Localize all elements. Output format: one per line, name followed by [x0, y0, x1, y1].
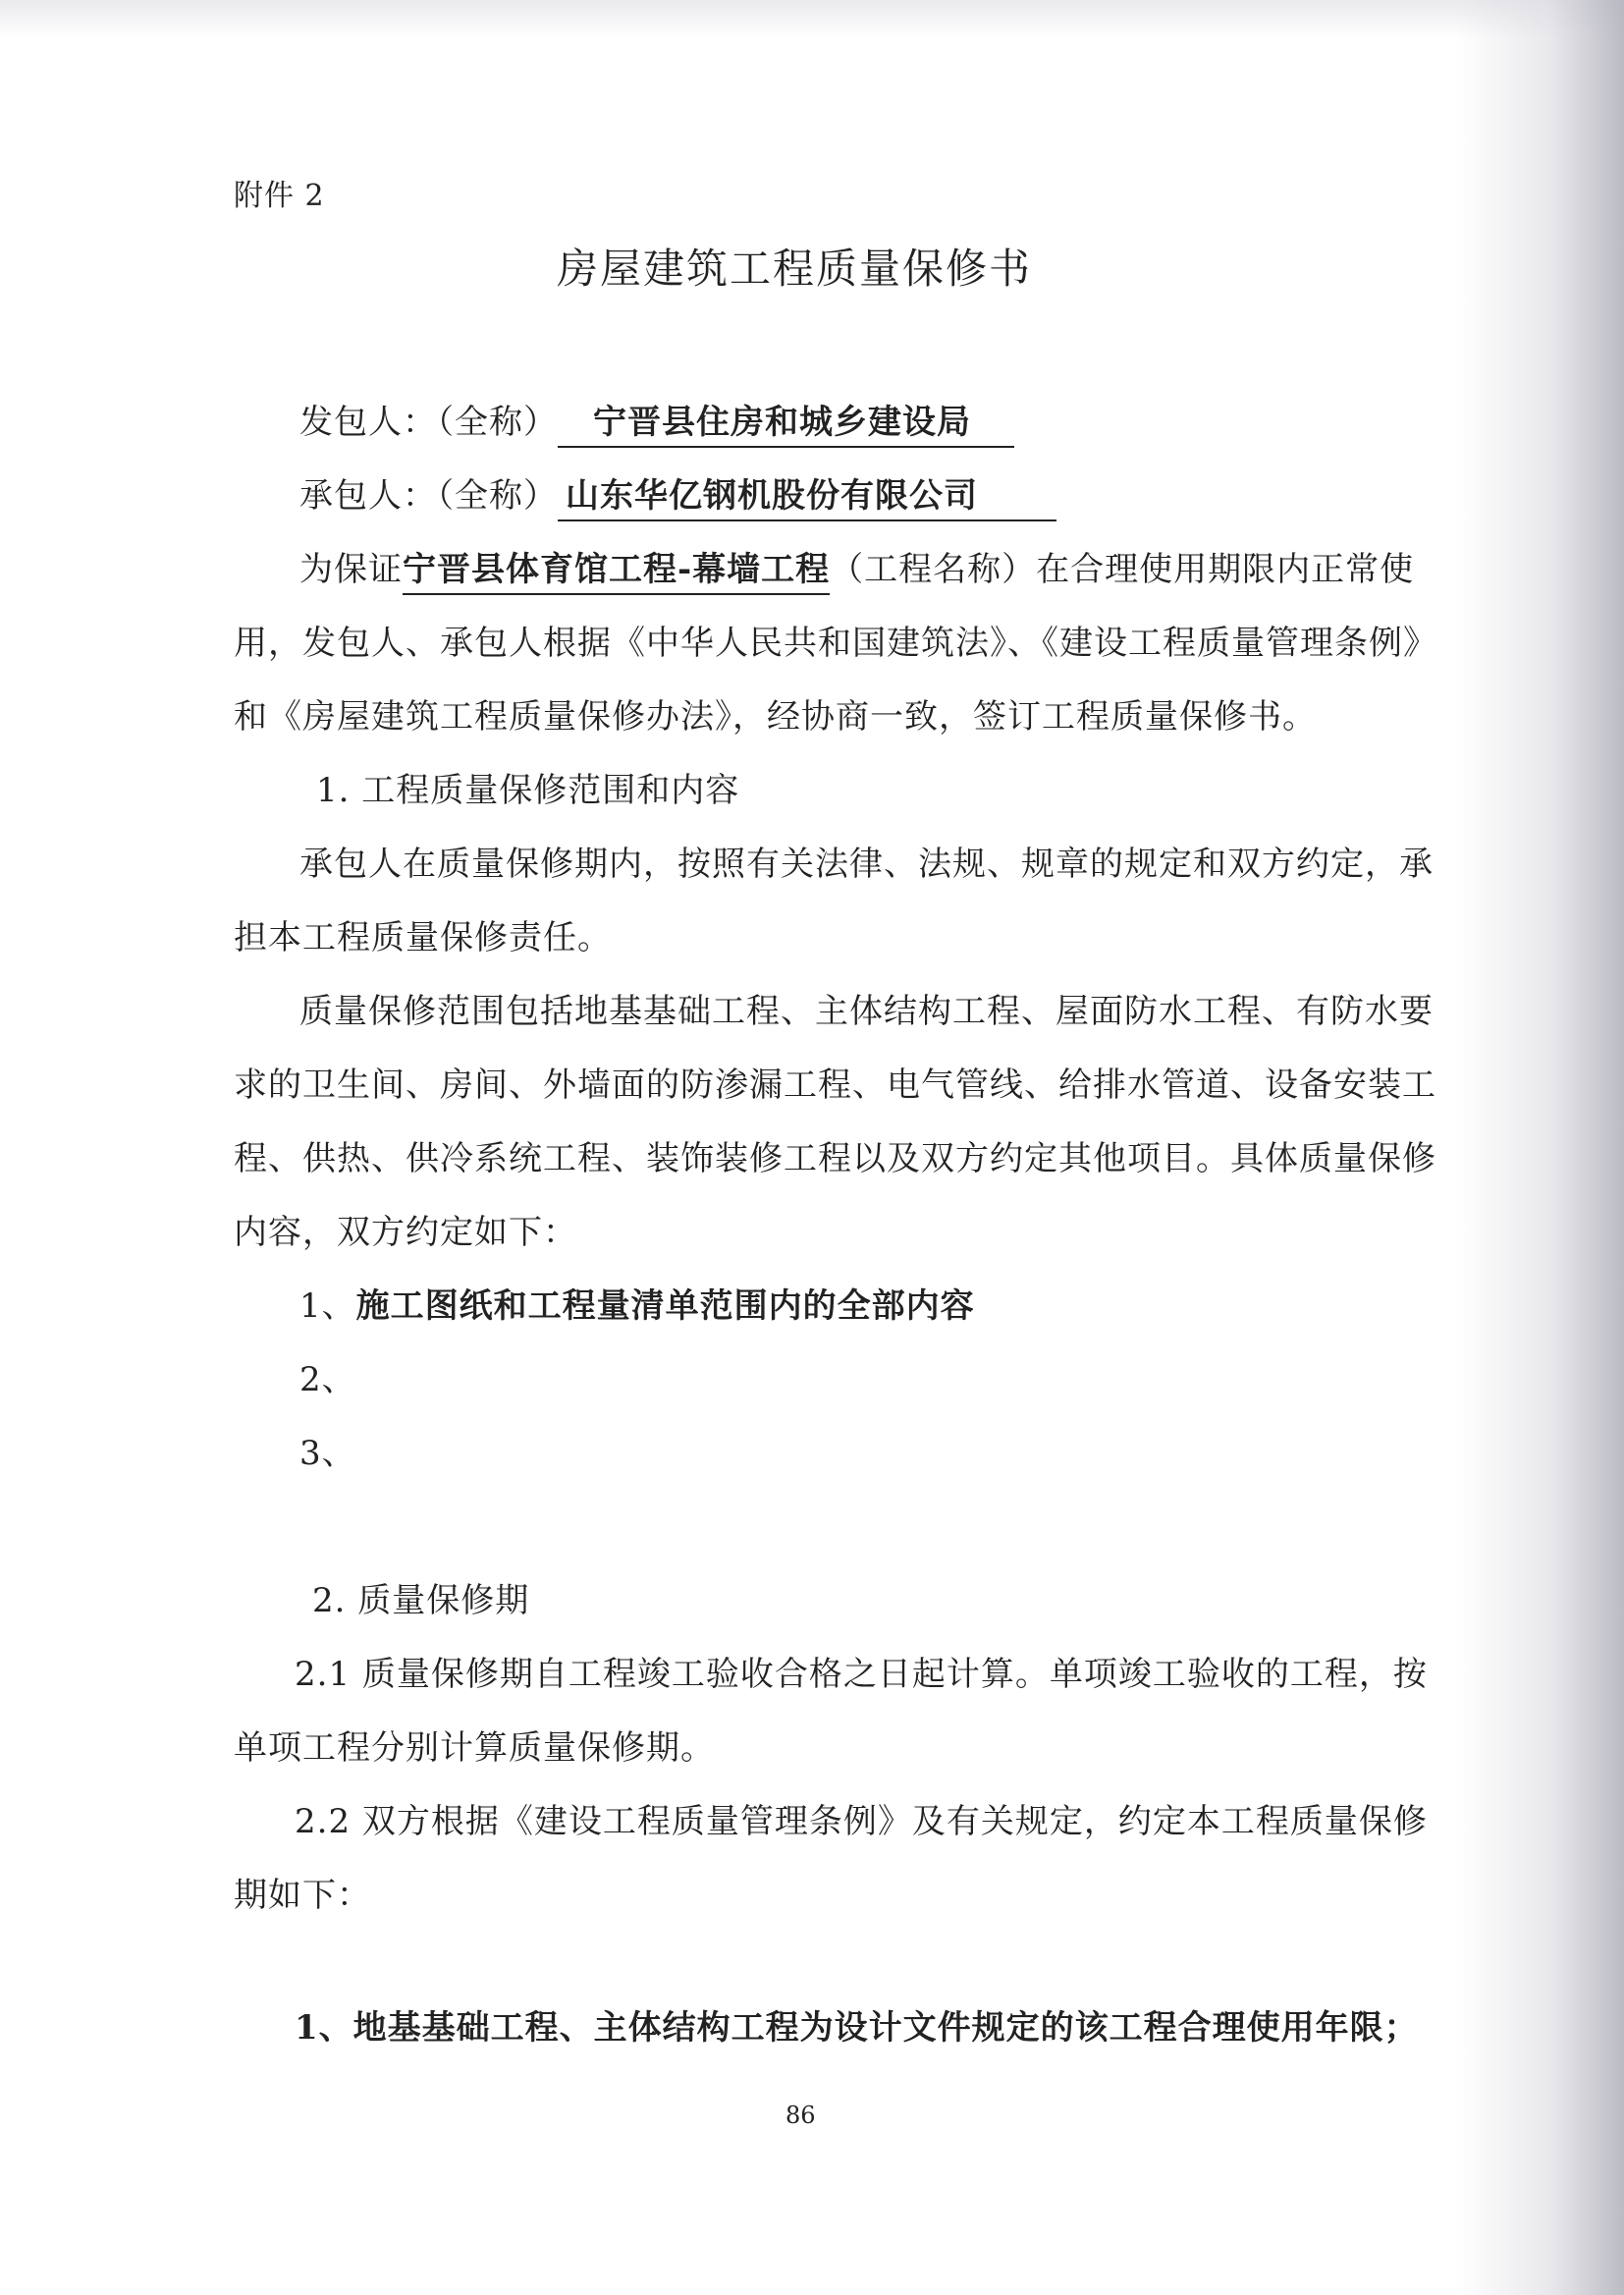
- contractor-line: [299, 474, 1056, 521]
- page-number: 86: [785, 2102, 816, 2129]
- section1-para1-line2: 担本工程质量保修责任。: [234, 918, 612, 957]
- section1-para2-line4: 内容，双方约定如下：: [234, 1213, 577, 1252]
- scope-item-3: 3、: [299, 1434, 356, 1473]
- section1-para2-line2: 求的卫生间、房间、外墙面的防渗漏工程、电气管线、给排水管道、设备安装工: [234, 1066, 1436, 1105]
- scan-shadow-right: [1457, 0, 1624, 2295]
- scope-item-2: 2、: [299, 1360, 356, 1399]
- scan-shadow-top: [0, 0, 1624, 39]
- section2-p22-line2: 期如下：: [234, 1876, 371, 1915]
- intro-line-3: 和《房屋建筑工程质量保修办法》，经协商一致，签订工程质量保修书。: [234, 697, 1317, 737]
- section1-para1-line1: 承包人在质量保修期内，按照有关法律、法规、规章的规定和双方约定，承: [299, 845, 1434, 884]
- employer-label: 发包人：（全称）: [299, 403, 558, 442]
- warranty-period-item-1: 1、地基基础工程、主体结构工程为设计文件规定的该工程合理使用年限；: [295, 2008, 1419, 2048]
- section1-para2-line3: 程、供热、供冷系统工程、装饰装修工程以及双方约定其他项目。具体质量保修: [234, 1139, 1436, 1178]
- section2-p22-line1: 2.2 双方根据《建设工程质量管理条例》及有关规定，约定本工程质量保修: [295, 1802, 1428, 1841]
- employer-line: [299, 401, 1014, 448]
- section2-heading: 2. 质量保修期: [312, 1581, 530, 1620]
- employer-name: 宁晋县住房和城乡建设局: [558, 401, 1014, 448]
- section1-heading: 1. 工程质量保修范围和内容: [316, 771, 740, 810]
- contractor-name: 山东华亿钢机股份有限公司: [558, 474, 1056, 521]
- intro-line-2: 用，发包人、承包人根据《中华人民共和国建筑法》、《建设工程质量管理条例》: [234, 624, 1437, 663]
- section2-p21-line1: 2.1 质量保修期自工程竣工验收合格之日起计算。单项竣工验收的工程，按: [295, 1655, 1428, 1694]
- project-name: 宁晋县体育馆工程-幕墙工程: [403, 548, 830, 595]
- contractor-label: 承包人：（全称）: [299, 476, 558, 516]
- section2-p21-line2: 单项工程分别计算质量保修期。: [234, 1728, 715, 1768]
- attachment-label: 附件 2: [234, 179, 325, 213]
- scope-item-1: 1、施工图纸和工程量清单范围内的全部内容: [299, 1286, 975, 1326]
- intro-line-1: 为保证宁晋县体育馆工程-幕墙工程（工程名称）在合理使用期限内正常使: [299, 548, 1414, 595]
- document-title: 房屋建筑工程质量保修书: [557, 245, 1033, 293]
- section1-para2-line1: 质量保修范围包括地基基础工程、主体结构工程、屋面防水工程、有防水要: [299, 992, 1434, 1031]
